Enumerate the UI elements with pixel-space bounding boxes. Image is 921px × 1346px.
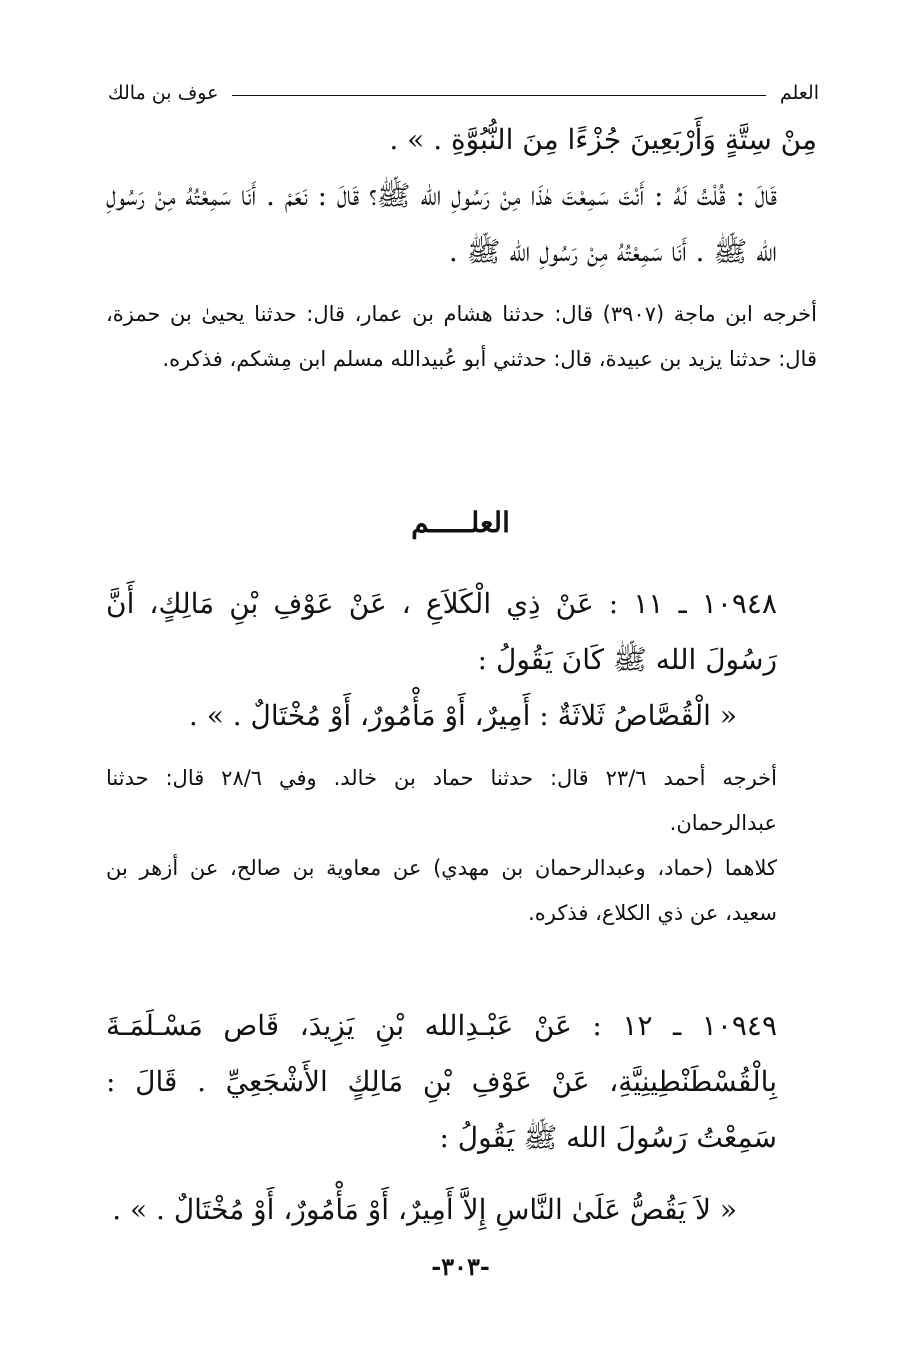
hadith-tail: مِنْ سِتَّةٍ وَأَرْبَعِينَ جُزْءًا مِنَ النُّبُوَّةِ . » . [389, 123, 817, 156]
hadith-1-takhrij-chain: كلاهما (حماد، وعبدالرحمان بن مهدي) عن معاوية بن صالح، عن أزهر بن سعيد، عن ذي الكلاع، فذكره. [106, 856, 777, 925]
hadith-continuation: قَالَ : قُلْتُ لَهُ : أَنْتَ سَمِعْتَ هٰذَا مِنْ رَسُولِ الله ﷺ؟ قَالَ : نَعَمْ . أَنَا سَمِعْتُهُ مِنْ رَسُولِ الله ﷺ . أَنَا سَمِعْتُهُ مِنْ رَسُولِ الله ﷺ . [106, 179, 777, 268]
hadith-2-intro: ١٠٩٤٩ ـ ١٢ : عَنْ عَبْـدِالله بْنِ يَزِيدَ، قَاص مَسْـلَمَـةَ بِالْقُسْطَنْطِينِيَّةِ، عَنْ عَوْفِ بْنِ مَالِكٍ الأَشْجَعِيِّ . قَالَ : سَمِعْتُ رَسُولَ الله ﷺ يَقُولُ : [106, 1009, 777, 1154]
hadith-1-intro: ١٠٩٤٨ ـ ١١ : عَنْ ذِي الْكَلاَعِ ، عَنْ عَوْفِ بْنِ مَالِكٍ، أَنَّ رَسُولَ الله ﷺ كَانَ يَقُولُ : [106, 587, 777, 676]
page-number: -٣٠٣- [431, 1252, 490, 1281]
header-rule [232, 95, 765, 96]
header-right-title: العلم [779, 82, 819, 104]
hadith-1-matn: « الْقُصَّاصُ ثَلاثَةٌ : أَمِيرٌ، أَوْ مَأْمُورٌ، أَوْ مُخْتَالٌ . » . [188, 699, 737, 732]
takhrij-paragraph: أخرجه ابن ماجة (٣٩٠٧) قال: حدثنا هشام بن عمار، قال: حدثنا يحيىٰ بن حمزة، قال: حدثنا يزيد بن عبيدة، قال: حدثني أبو عُبيدالله مسلم ابن مِشكم، فذكره. [106, 302, 817, 371]
hadith-1-takhrij: أخرجه أحمد ٢٣/٦ قال: حدثنا حماد بن خالد. وفي ٢٨/٦ قال: حدثنا عبدالرحمان. [106, 766, 777, 835]
section-title: العلـــــم [411, 506, 510, 539]
running-header [108, 74, 819, 104]
header-left-title: عوف بن مالك [108, 82, 219, 104]
hadith-2-matn: « لاَ يَقُصُّ عَلَىٰ النَّاسِ إِلاَّ أَمِيرٌ، أَوْ مَأْمُورٌ، أَوْ مُخْتَالٌ . » . [112, 1193, 737, 1226]
